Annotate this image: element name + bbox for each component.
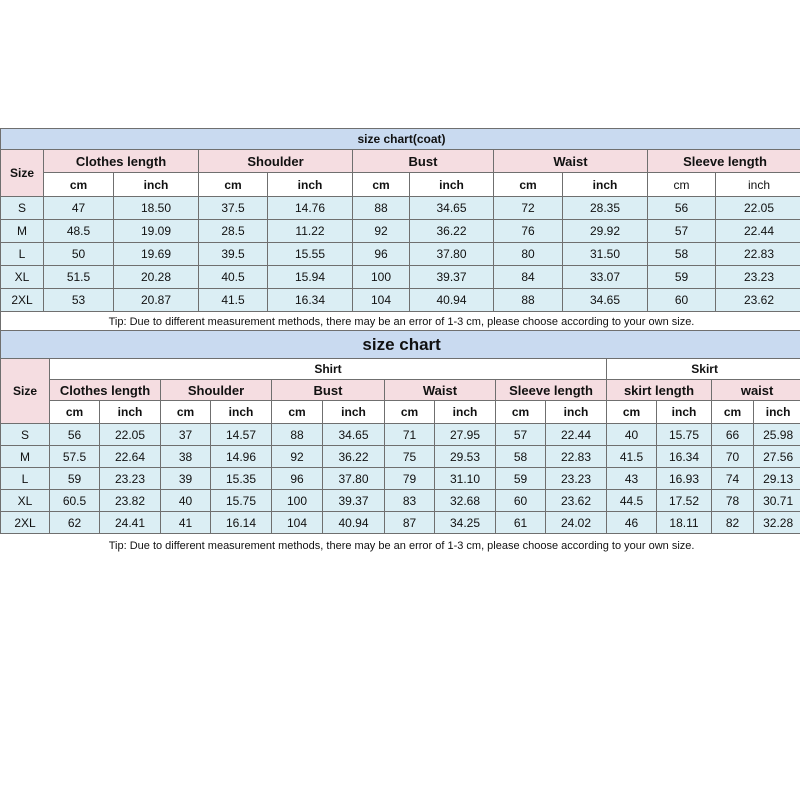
coat-value-cell: 37.80 [410,243,494,266]
coat-value-cell: 60 [648,289,716,312]
coat-value-cell: 47 [44,197,114,220]
coat-value-cell: 33.07 [563,266,648,289]
coat-value-cell: 88 [494,289,563,312]
shirt-col-bust: Bust [272,380,385,401]
set-value-cell: 60 [496,490,546,512]
coat-value-cell: 56 [648,197,716,220]
coat-value-cell: 58 [648,243,716,266]
shirt-col-shoulder: Shoulder [161,380,272,401]
set-value-cell: 16.14 [211,512,272,534]
set-unit-cm: cm [496,401,546,424]
coat-value-cell: 22.83 [716,243,800,266]
set-unit-inch: inch [211,401,272,424]
coat-value-cell: 18.50 [114,197,199,220]
set-value-cell: 23.62 [546,490,607,512]
set-value-cell: 14.96 [211,446,272,468]
set-value-cell: 100 [272,490,323,512]
set-table-body [1,424,800,534]
coat-value-cell: 19.09 [114,220,199,243]
coat-row-2xl [1,289,800,312]
set-value-cell: 75 [385,446,435,468]
coat-value-cell: 88 [353,197,410,220]
set-value-cell: 92 [272,446,323,468]
set-value-cell: 24.41 [100,512,161,534]
set-unit-cm: cm [607,401,657,424]
coat-value-cell: 22.44 [716,220,800,243]
set-value-cell: 36.22 [323,446,385,468]
coat-value-cell: 40.94 [410,289,494,312]
set-tip: Tip: Due to different measurement methods, there may be an error of 1-3 cm, please choose according to your own size. [1,534,800,558]
set-value-cell: 17.52 [657,490,712,512]
coat-size-cell: M [1,220,44,243]
set-unit-cm: cm [712,401,754,424]
skirt-col-length: skirt length [607,380,712,401]
coat-value-cell: 16.34 [268,289,353,312]
coat-unit-inch: inch [716,173,800,197]
skirt-col-waist: waist [712,380,800,401]
set-value-cell: 15.35 [211,468,272,490]
set-value-cell: 83 [385,490,435,512]
coat-value-cell: 84 [494,266,563,289]
set-value-cell: 18.11 [657,512,712,534]
coat-value-cell: 76 [494,220,563,243]
coat-value-cell: 19.69 [114,243,199,266]
coat-table-body [1,197,800,312]
set-value-cell: 62 [50,512,100,534]
coat-unit-cm: cm [648,173,716,197]
shirt-col-waist: Waist [385,380,496,401]
set-value-cell: 104 [272,512,323,534]
set-value-cell: 22.83 [546,446,607,468]
set-unit-cm: cm [161,401,211,424]
coat-row-l [1,243,800,266]
set-value-cell: 40.94 [323,512,385,534]
set-value-cell: 22.64 [100,446,161,468]
set-row-m [1,446,800,468]
coat-table-title: size chart(coat) [1,129,800,150]
set-value-cell: 59 [50,468,100,490]
set-value-cell: 96 [272,468,323,490]
set-value-cell: 43 [607,468,657,490]
set-value-cell: 37 [161,424,211,446]
coat-size-cell: S [1,197,44,220]
set-value-cell: 34.65 [323,424,385,446]
coat-value-cell: 100 [353,266,410,289]
coat-value-cell: 28.35 [563,197,648,220]
set-value-cell: 41.5 [607,446,657,468]
set-size-cell: 2XL [1,512,50,534]
set-value-cell: 16.34 [657,446,712,468]
coat-unit-inch: inch [114,173,199,197]
set-unit-inch: inch [546,401,607,424]
set-value-cell: 23.23 [100,468,161,490]
set-value-cell: 70 [712,446,754,468]
coat-value-cell: 104 [353,289,410,312]
coat-value-cell: 20.87 [114,289,199,312]
coat-unit-inch: inch [410,173,494,197]
coat-value-cell: 92 [353,220,410,243]
coat-col-sleeve-length: Sleeve length [648,150,800,173]
coat-col-waist: Waist [494,150,648,173]
set-value-cell: 27.56 [754,446,800,468]
set-value-cell: 30.71 [754,490,800,512]
coat-value-cell: 48.5 [44,220,114,243]
set-value-cell: 22.44 [546,424,607,446]
set-value-cell: 27.95 [435,424,496,446]
coat-value-cell: 29.92 [563,220,648,243]
coat-value-cell: 40.5 [199,266,268,289]
coat-value-cell: 80 [494,243,563,266]
set-value-cell: 38 [161,446,211,468]
coat-unit-cm: cm [494,173,563,197]
set-value-cell: 23.23 [546,468,607,490]
shirt-header: Shirt [50,359,607,380]
coat-value-cell: 57 [648,220,716,243]
skirt-header: Skirt [607,359,800,380]
coat-value-cell: 23.23 [716,266,800,289]
coat-col-clothes-length: Clothes length [44,150,199,173]
set-size-cell: M [1,446,50,468]
set-value-cell: 39 [161,468,211,490]
set-value-cell: 78 [712,490,754,512]
set-value-cell: 88 [272,424,323,446]
coat-value-cell: 34.65 [410,197,494,220]
coat-row-xl [1,266,800,289]
set-unit-inch: inch [100,401,161,424]
coat-value-cell: 20.28 [114,266,199,289]
set-value-cell: 58 [496,446,546,468]
set-value-cell: 57.5 [50,446,100,468]
set-value-cell: 25.98 [754,424,800,446]
set-size-header: Size [1,359,50,424]
coat-row-m [1,220,800,243]
set-value-cell: 34.25 [435,512,496,534]
coat-value-cell: 31.50 [563,243,648,266]
coat-unit-inch: inch [563,173,648,197]
set-value-cell: 59 [496,468,546,490]
set-value-cell: 66 [712,424,754,446]
coat-value-cell: 22.05 [716,197,800,220]
coat-value-cell: 96 [353,243,410,266]
set-value-cell: 46 [607,512,657,534]
set-value-cell: 29.53 [435,446,496,468]
set-value-cell: 87 [385,512,435,534]
coat-value-cell: 51.5 [44,266,114,289]
set-row-xl [1,490,800,512]
coat-value-cell: 59 [648,266,716,289]
set-table-title: size chart [1,331,800,359]
set-row-2xl [1,512,800,534]
coat-value-cell: 37.5 [199,197,268,220]
coat-col-bust: Bust [353,150,494,173]
coat-value-cell: 34.65 [563,289,648,312]
set-value-cell: 44.5 [607,490,657,512]
set-unit-cm: cm [50,401,100,424]
set-unit-inch: inch [657,401,712,424]
set-value-cell: 74 [712,468,754,490]
coat-unit-cm: cm [44,173,114,197]
set-size-table [0,330,800,557]
set-unit-inch: inch [435,401,496,424]
coat-value-cell: 15.55 [268,243,353,266]
set-value-cell: 71 [385,424,435,446]
set-value-cell: 61 [496,512,546,534]
set-value-cell: 39.37 [323,490,385,512]
set-row-l [1,468,800,490]
set-value-cell: 57 [496,424,546,446]
set-unit-inch: inch [323,401,385,424]
set-size-cell: XL [1,490,50,512]
set-value-cell: 31.10 [435,468,496,490]
coat-value-cell: 28.5 [199,220,268,243]
coat-unit-cm: cm [199,173,268,197]
coat-size-table [0,128,800,333]
set-value-cell: 60.5 [50,490,100,512]
set-value-cell: 79 [385,468,435,490]
set-value-cell: 40 [161,490,211,512]
set-value-cell: 29.13 [754,468,800,490]
set-value-cell: 40 [607,424,657,446]
set-size-cell: L [1,468,50,490]
set-value-cell: 37.80 [323,468,385,490]
coat-unit-inch: inch [268,173,353,197]
coat-col-shoulder: Shoulder [199,150,353,173]
set-value-cell: 32.68 [435,490,496,512]
coat-size-header: Size [1,150,44,197]
coat-tip: Tip: Due to different measurement methods, there may be an error of 1-3 cm, please choose according to your own size. [1,312,800,333]
coat-value-cell: 15.94 [268,266,353,289]
set-value-cell: 14.57 [211,424,272,446]
coat-value-cell: 72 [494,197,563,220]
shirt-col-sleeve-length: Sleeve length [496,380,607,401]
shirt-col-clothes-length: Clothes length [50,380,161,401]
coat-size-cell: XL [1,266,44,289]
coat-size-cell: L [1,243,44,266]
coat-unit-cm: cm [353,173,410,197]
set-value-cell: 41 [161,512,211,534]
set-unit-inch: inch [754,401,800,424]
coat-value-cell: 50 [44,243,114,266]
coat-row-s [1,197,800,220]
coat-value-cell: 39.5 [199,243,268,266]
coat-value-cell: 14.76 [268,197,353,220]
coat-value-cell: 11.22 [268,220,353,243]
set-unit-cm: cm [272,401,323,424]
set-value-cell: 23.82 [100,490,161,512]
coat-value-cell: 41.5 [199,289,268,312]
coat-size-cell: 2XL [1,289,44,312]
set-value-cell: 15.75 [211,490,272,512]
set-value-cell: 16.93 [657,468,712,490]
set-value-cell: 15.75 [657,424,712,446]
set-size-cell: S [1,424,50,446]
set-row-s [1,424,800,446]
coat-value-cell: 23.62 [716,289,800,312]
coat-value-cell: 36.22 [410,220,494,243]
set-value-cell: 82 [712,512,754,534]
set-value-cell: 32.28 [754,512,800,534]
coat-value-cell: 39.37 [410,266,494,289]
set-unit-cm: cm [385,401,435,424]
coat-value-cell: 53 [44,289,114,312]
set-value-cell: 56 [50,424,100,446]
set-value-cell: 24.02 [546,512,607,534]
set-value-cell: 22.05 [100,424,161,446]
